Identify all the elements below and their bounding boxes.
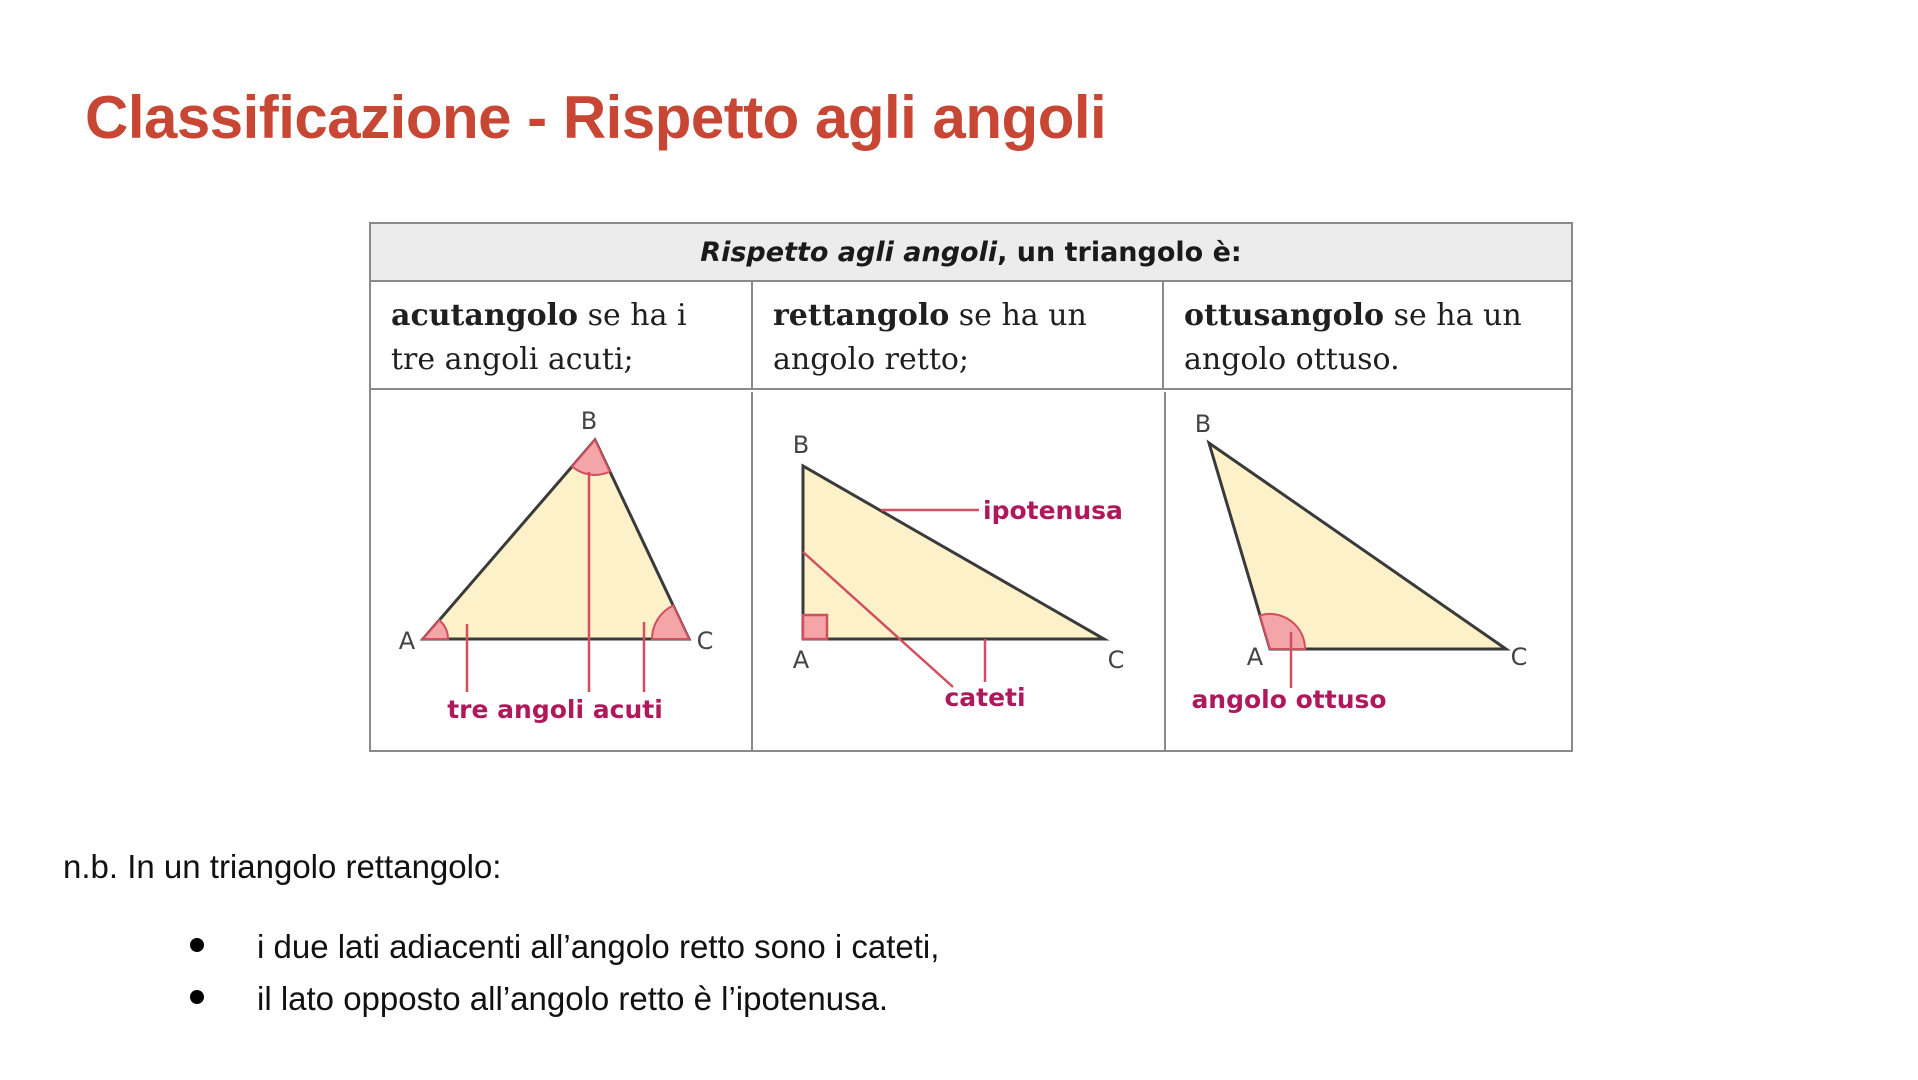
- right-term: rettangolo: [773, 298, 950, 333]
- vertex-label-b: B: [1194, 410, 1212, 438]
- table-header: [371, 224, 1571, 282]
- table-header-rest: , un triangolo è:: [997, 237, 1242, 268]
- bullet-text: il lato opposto all’angolo retto è l’ipotenusa.: [257, 980, 889, 1017]
- obtuse-term: ottusangolo: [1184, 298, 1385, 333]
- vertex-label-c: C: [1510, 643, 1528, 671]
- vertex-label-a: A: [398, 627, 416, 655]
- triangle-classification-table: [369, 222, 1573, 752]
- acute-description: [371, 282, 753, 388]
- vertex-label-b: B: [792, 431, 810, 459]
- vertex-label-a: A: [792, 646, 810, 674]
- bullet-icon: [190, 938, 204, 952]
- note-intro: n.b. In un triangolo rettangolo:: [63, 848, 502, 885]
- acute-callout-label: tre angoli acuti: [447, 695, 663, 724]
- acute-triangle-diagram: [399, 407, 714, 724]
- obtuse-text: se ha un angolo ottuso.: [1184, 298, 1522, 377]
- right-triangle: [803, 466, 1104, 639]
- bullet-icon: [190, 990, 204, 1004]
- bullet-text: i due lati adiacenti all’angolo retto sono i cateti,: [257, 928, 940, 965]
- acute-term: acutangolo: [391, 298, 579, 333]
- right-description: [753, 282, 1164, 388]
- obtuse-description: [1164, 282, 1571, 388]
- vertex-label-c: C: [696, 627, 714, 655]
- acute-triangle: [423, 440, 689, 639]
- list-item: [190, 980, 939, 1032]
- right-text: se ha un angolo retto;: [773, 298, 1087, 377]
- triangle-diagrams: [371, 392, 1571, 750]
- legs-label: cateti: [944, 683, 1026, 712]
- hypotenuse-label: ipotenusa: [983, 496, 1123, 525]
- acute-angle-b: [572, 440, 610, 475]
- vertex-label-b: B: [580, 407, 598, 435]
- description-row: [371, 282, 1571, 390]
- slide-title: Classificazione - Rispetto agli angoli: [85, 84, 1107, 151]
- right-triangle-diagram: [793, 431, 1125, 712]
- vertex-label-a: A: [1246, 643, 1264, 671]
- list-item: [190, 928, 939, 980]
- obtuse-triangle: [1209, 443, 1506, 649]
- table-header-emphasis: Rispetto agli angoli: [700, 237, 998, 268]
- obtuse-triangle-diagram: [1191, 410, 1527, 714]
- right-angle-marker: [803, 615, 827, 639]
- obtuse-callout-label: angolo ottuso: [1191, 685, 1387, 714]
- acute-text: se ha i tre angoli acuti;: [391, 298, 687, 377]
- vertex-label-c: C: [1107, 646, 1125, 674]
- note-bullet-list: [190, 928, 939, 1032]
